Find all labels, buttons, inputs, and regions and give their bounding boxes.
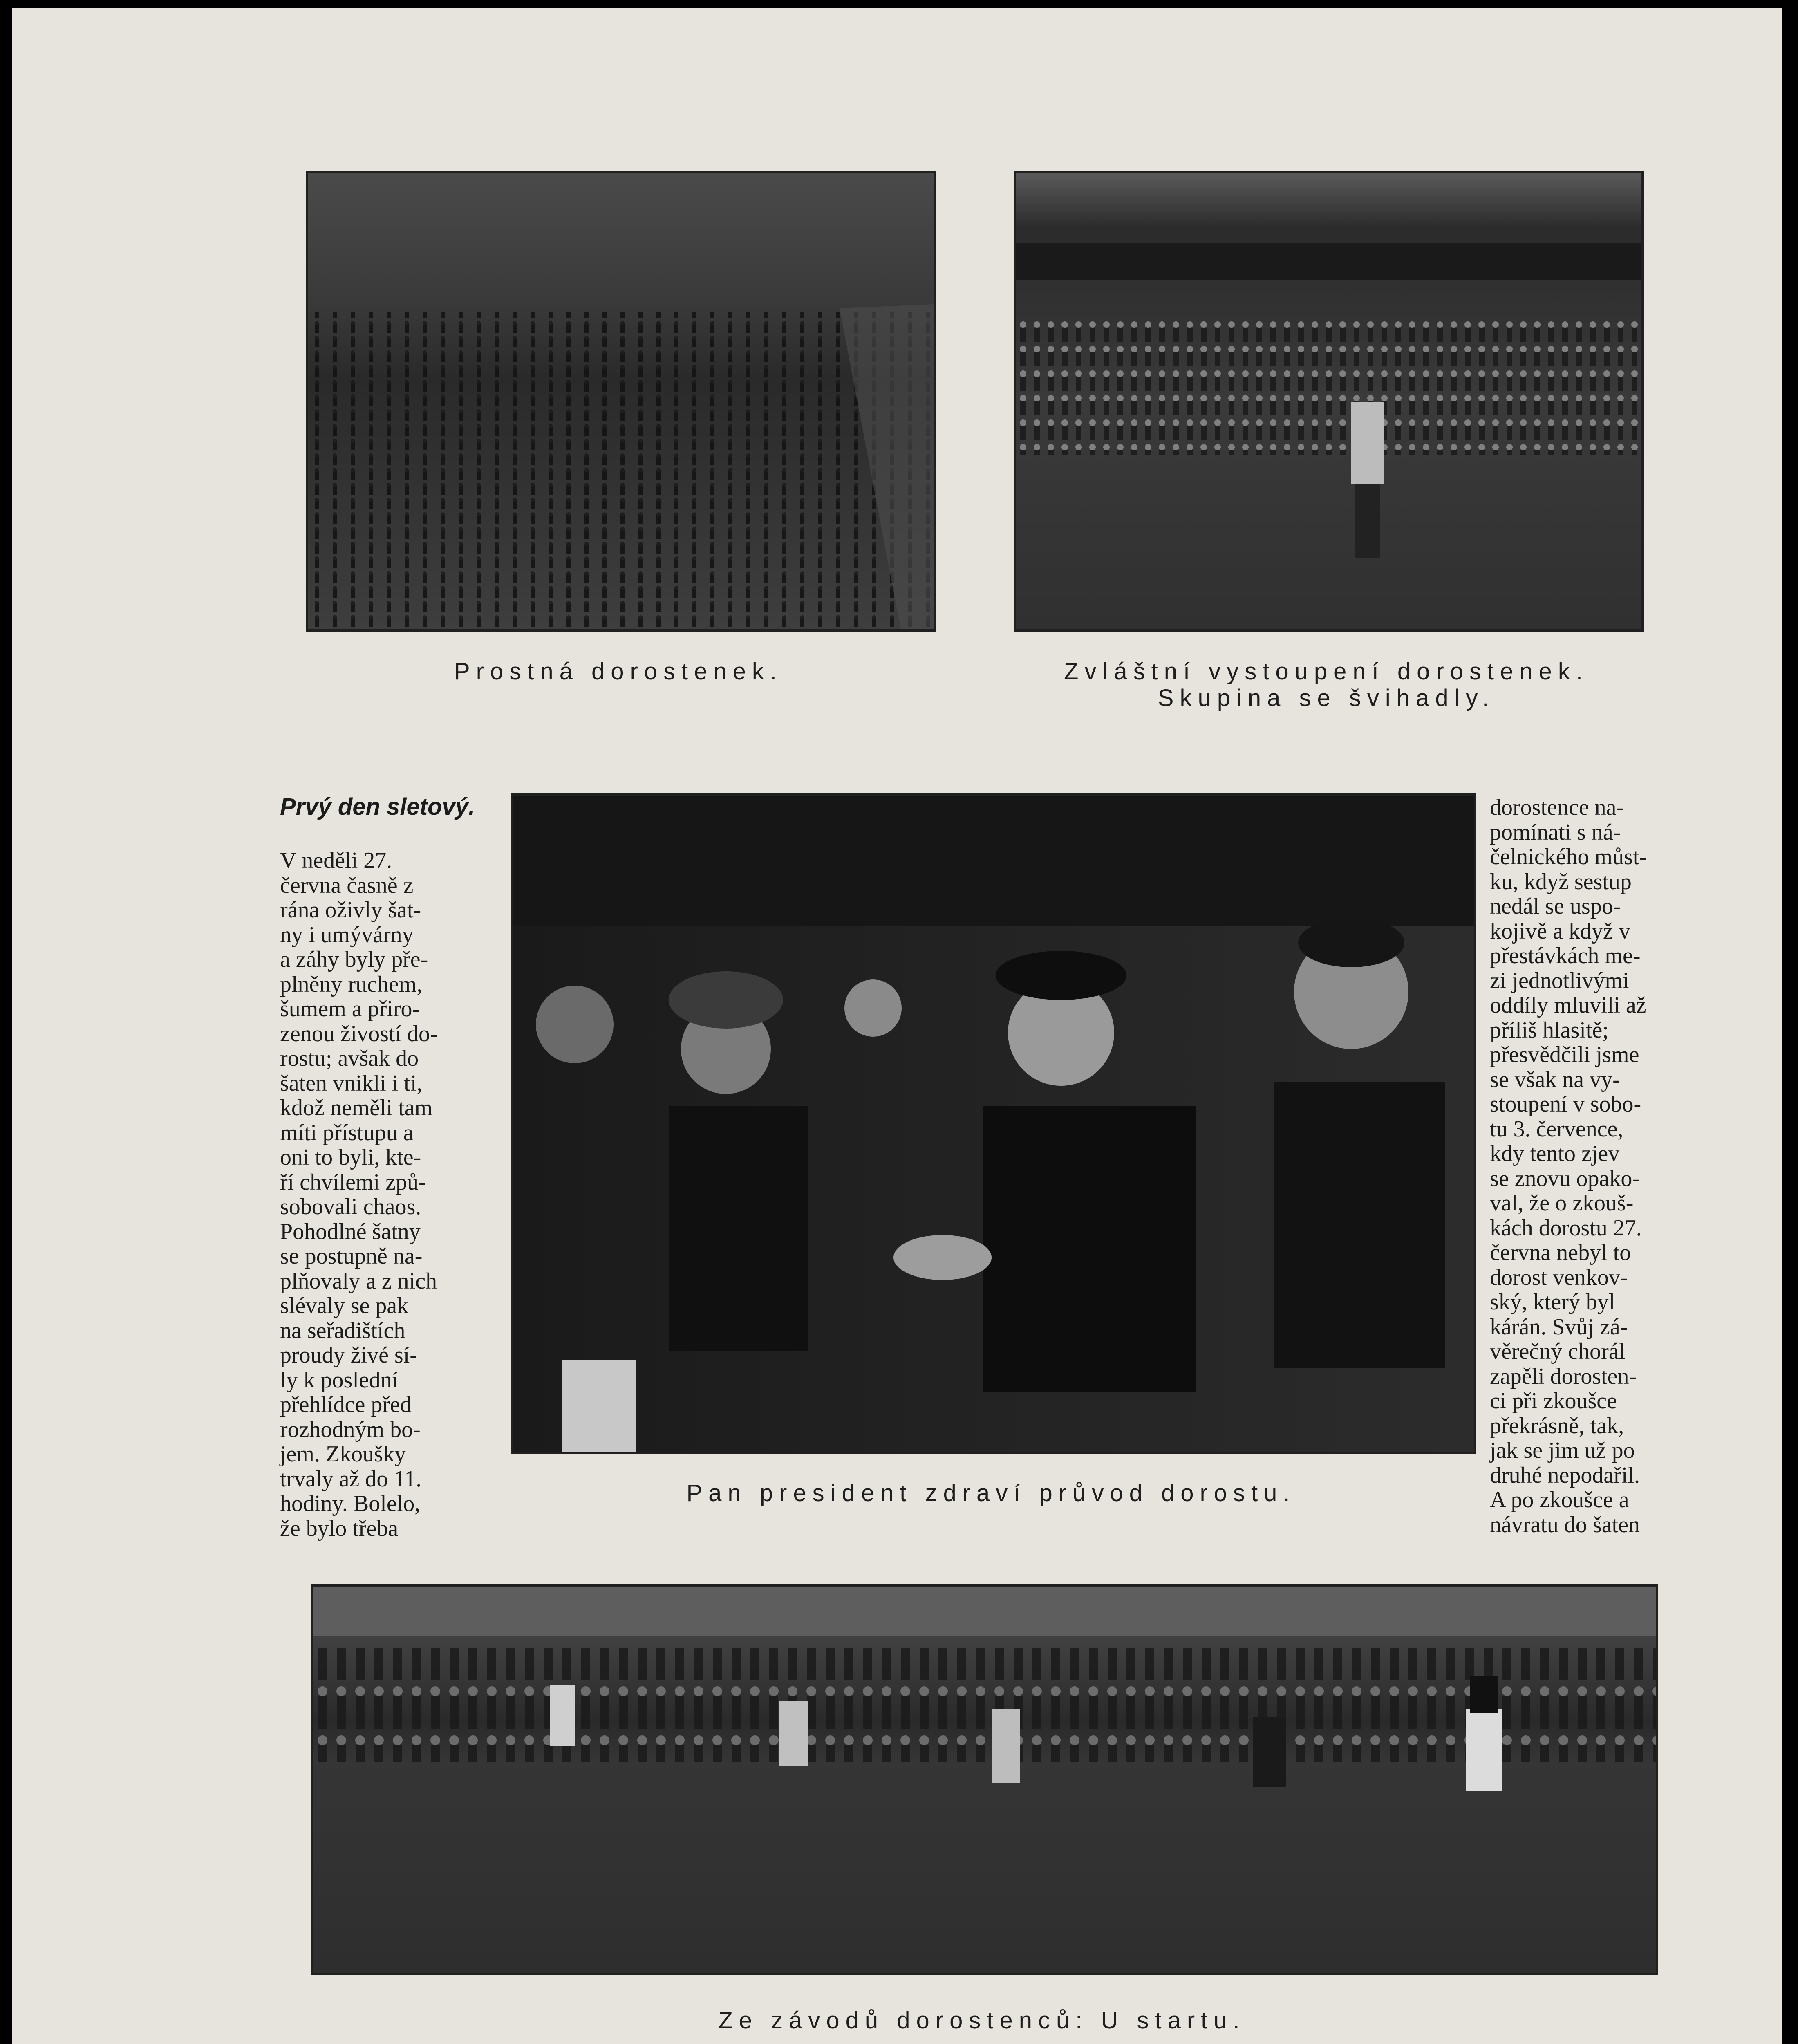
text-line: přehlídce před	[280, 1392, 412, 1417]
caption-photo2-line2: Skupina se švihadly.	[1158, 685, 1495, 711]
text-line: tu 3. července,	[1490, 1116, 1623, 1142]
photo-president	[511, 793, 1476, 1454]
text-line: návratu do šaten	[1490, 1512, 1640, 1537]
text-line: rostu; avšak do	[280, 1046, 419, 1071]
text-line: plňovaly a z nich	[280, 1268, 437, 1294]
caption-photo3: Pan president zdraví průvod dorostu.	[686, 1480, 1296, 1506]
text-line: jem. Zkoušky	[280, 1441, 406, 1467]
text-line: V neděli 27.	[280, 848, 392, 873]
text-line: sobovali chaos.	[280, 1194, 421, 1219]
text-line: druhé nepodařil.	[1490, 1462, 1640, 1488]
text-line: že bylo třeba	[280, 1515, 399, 1541]
text-line: plněny ruchem,	[280, 971, 423, 997]
text-line: val, že o zkouš-	[1490, 1190, 1634, 1216]
text-line: slévaly se pak	[280, 1293, 409, 1318]
text-line: hodiny. Bolelo,	[280, 1491, 421, 1516]
text-line: A po zkoušce a	[1490, 1487, 1629, 1513]
photo-rope-group-image	[1016, 173, 1641, 629]
text-line: trvaly až do 11.	[280, 1466, 422, 1492]
photo-rope-group	[1014, 171, 1644, 632]
text-line: oni to byli, kte-	[280, 1145, 421, 1170]
text-line: jak se jim už po	[1490, 1438, 1635, 1463]
text-line: se však na vy-	[1490, 1067, 1620, 1092]
text-line: na seřadištích	[280, 1318, 405, 1343]
text-line: překrásně, tak,	[1490, 1413, 1624, 1439]
photo-girls-exercises	[306, 171, 936, 632]
text-line: oddíly mluvili až	[1490, 993, 1646, 1018]
text-line: čelnického můst-	[1490, 844, 1647, 870]
text-line: a záhy byly pře-	[280, 947, 428, 972]
text-line: přestávkách me-	[1490, 943, 1641, 968]
text-line: šumem a přiro-	[280, 996, 420, 1022]
text-line: rána oživly šat-	[280, 897, 421, 923]
text-line: zi jednotlivými	[1490, 968, 1629, 993]
text-line: kárán. Svůj zá-	[1490, 1314, 1628, 1340]
text-line: ci při zkoušce	[1490, 1388, 1617, 1414]
text-line: šaten vnikli i ti,	[280, 1070, 423, 1096]
photo-president-image	[513, 796, 1474, 1452]
text-line: dorostence na-	[1490, 795, 1624, 820]
text-line: kách dorostu 27.	[1490, 1215, 1642, 1241]
text-line: nedál se uspo-	[1490, 894, 1621, 919]
caption-photo2-line1: Zvláštní vystoupení dorostenek.	[1064, 658, 1589, 685]
text-line: června časně z	[280, 872, 414, 898]
text-line: ku, když sestup	[1490, 869, 1632, 894]
photo-girls-exercises-image	[308, 173, 934, 629]
article-heading: Prvý den sletový.	[280, 793, 475, 820]
text-line: přesvědčili jsme	[1490, 1042, 1639, 1067]
text-line: ly k poslední	[280, 1367, 399, 1393]
text-line: věrečný chorál	[1490, 1339, 1626, 1364]
text-line: dorost venkov-	[1490, 1264, 1628, 1290]
text-line: Pohodlné šatny	[280, 1219, 421, 1244]
text-line: zapěli dorosten-	[1490, 1363, 1637, 1389]
text-line: ský, který byl	[1490, 1289, 1615, 1315]
text-line: kojivě a když v	[1490, 918, 1630, 944]
magazine-page	[12, 8, 1782, 2044]
text-line: se postupně na-	[280, 1244, 423, 1269]
text-line: míti přístupu a	[280, 1120, 414, 1145]
text-line: se znovu opako-	[1490, 1165, 1640, 1191]
photo-race-start-image	[313, 1587, 1656, 1973]
text-line: pomínati s ná-	[1490, 819, 1621, 845]
text-line: kdy tento zjev	[1490, 1141, 1620, 1166]
text-line: příliš hlasitě;	[1490, 1017, 1609, 1043]
text-line: zenou živostí do-	[280, 1021, 438, 1047]
caption-photo1: Prostná dorostenek.	[454, 658, 783, 685]
text-line: června nebyl to	[1490, 1240, 1631, 1265]
article-right-column	[1490, 795, 1698, 1537]
text-line: stoupení v sobo-	[1490, 1091, 1641, 1117]
photo-race-start	[311, 1584, 1658, 1975]
text-line: proudy živé sí-	[280, 1342, 417, 1368]
text-line: rozhodným bo-	[280, 1416, 421, 1442]
article-left-column	[280, 848, 478, 1541]
caption-photo4: Ze závodů dorostenců: U startu.	[718, 2007, 1246, 2034]
text-line: ří chvílemi způ-	[280, 1169, 426, 1195]
text-line: kdož neměli tam	[280, 1095, 433, 1121]
text-line: ny i umývárny	[280, 922, 414, 948]
